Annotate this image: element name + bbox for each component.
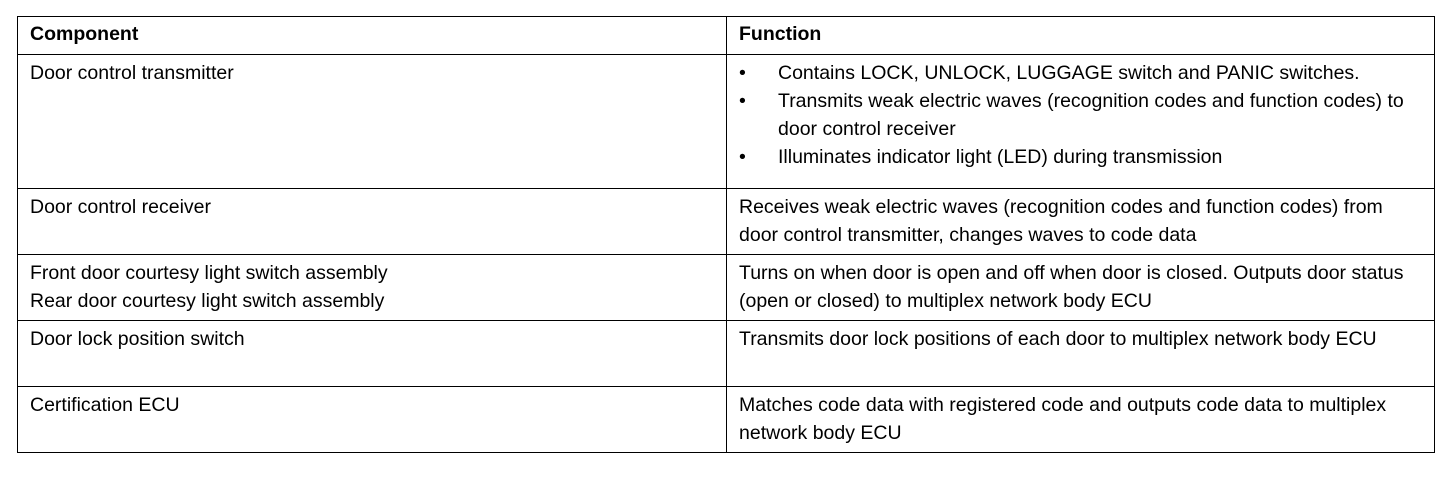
function-cell: Transmits door lock positions of each door to multiplex network body ECU bbox=[727, 321, 1435, 387]
bullet-icon: • bbox=[739, 62, 746, 84]
header-row bbox=[18, 17, 1435, 55]
component-function-table bbox=[17, 16, 1435, 453]
list-item bbox=[739, 143, 1422, 171]
component-cell bbox=[18, 189, 727, 255]
function-cell: Turns on when door is open and off when door is closed. Outputs door status (open or closed) to multiplex network body ECU bbox=[727, 255, 1435, 321]
table-row bbox=[18, 189, 1435, 255]
table-row bbox=[18, 255, 1435, 321]
component-name: Rear door courtesy light switch assembly bbox=[30, 290, 385, 312]
function-cell bbox=[727, 55, 1435, 189]
table-row bbox=[18, 387, 1435, 453]
component-cell bbox=[18, 55, 727, 189]
function-bullet-text: Transmits weak electric waves (recognition codes and function codes) to door control receiver bbox=[778, 90, 1404, 140]
table-row bbox=[18, 55, 1435, 189]
header-component: Component bbox=[18, 17, 727, 55]
function-bullet-list bbox=[739, 59, 1422, 171]
component-name: Door lock position switch bbox=[30, 328, 245, 350]
function-cell: Matches code data with registered code and outputs code data to multiplex network body ECU bbox=[727, 387, 1435, 453]
bullet-icon: • bbox=[739, 90, 746, 112]
component-cell bbox=[18, 387, 727, 453]
header-function: Function bbox=[727, 17, 1435, 55]
component-name: Door control transmitter bbox=[30, 62, 234, 84]
component-name: Certification ECU bbox=[30, 394, 180, 416]
function-cell: Receives weak electric waves (recognition codes and function codes) from door control transmitter, changes waves to code data bbox=[727, 189, 1435, 255]
component-cell bbox=[18, 255, 727, 321]
bullet-icon: • bbox=[739, 146, 746, 168]
table-row bbox=[18, 321, 1435, 387]
list-item bbox=[739, 87, 1422, 143]
list-item bbox=[739, 59, 1422, 87]
component-cell bbox=[18, 321, 727, 387]
component-name: Front door courtesy light switch assembly bbox=[30, 262, 388, 284]
function-bullet-text: Illuminates indicator light (LED) during transmission bbox=[778, 146, 1223, 168]
function-bullet-text: Contains LOCK, UNLOCK, LUGGAGE switch and PANIC switches. bbox=[778, 62, 1360, 84]
component-name: Door control receiver bbox=[30, 196, 211, 218]
